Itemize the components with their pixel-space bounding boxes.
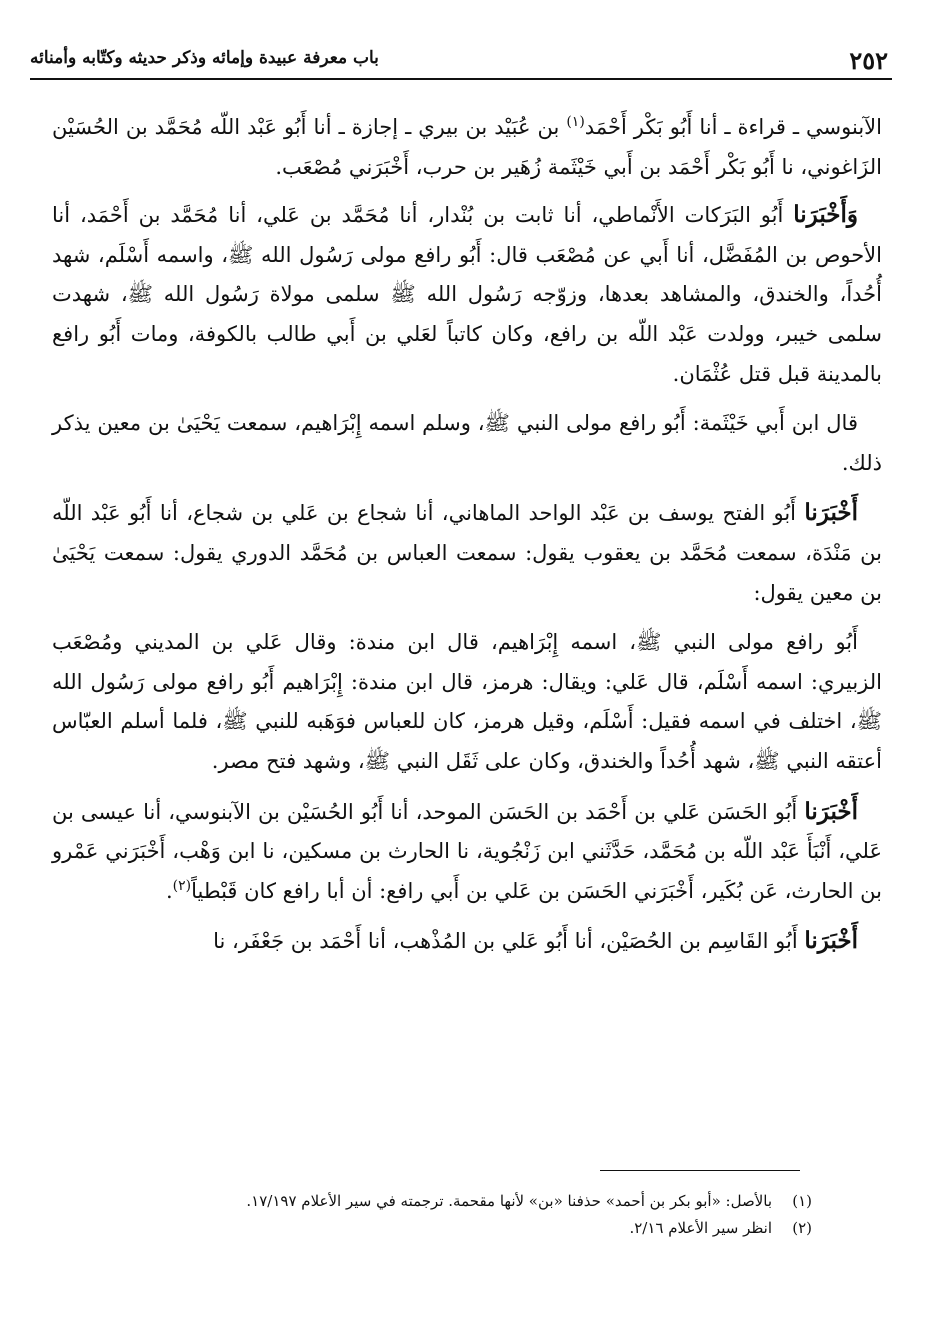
paragraph	[52, 792, 882, 912]
paragraph	[52, 921, 882, 962]
akhbarana-lead: وَأَخْبَرَنا	[793, 201, 858, 229]
footnote-text: بالأصل: «أبو بكر بن أحمد» حذفنا «بن» لأنها مقحمة. ترجمته في سير الأعلام ١٧/١٩٧.	[246, 1192, 772, 1210]
paragraph-text: أَبُو رافع مولى النبي ﷺ، اسمه إِبْرَاهيم، قال ابن مندة: وقال عَلي بن المديني ومُصْعَب الزبيري: اسمه أَسْلَم، قال عَلي: ويقال: هرمز، قال ابن مندة: إِبْرَاهيم أَبُو رافع مولى رَسُول الله ﷺ، اختلف في اسمه فقيل: أَسْلَم، وقيل هرمز، كان للعباس فوَهَبه للنبي ﷺ، فلما أسلم العبّاس أعتقه النبي ﷺ، شهد أُحُداً والخندق، وكان على ثَقَل النبي ﷺ، وشهد فتح مصر.	[52, 630, 882, 773]
paragraph-text: أَبُو الفتح يوسف بن عَبْد الواحد الماهاني، أنا شجاع بن عَلي بن شجاع، أنا أَبُو عَبْد اللّه بن مَنْدَة، سمعت مُحَمَّد بن يعقوب يقول: سمعت العباس بن مُحَمَّد الدوري يقول: سمعت يَحْيَىٰ بن معين يقول:	[52, 501, 882, 605]
paragraph-text: قال ابن أَبي خَيْثَمة: أَبُو رافع مولى النبي ﷺ، وسلم اسمه إِبْرَاهيم، سمعت يَحْيَىٰ بن معين يذكر ذلك.	[52, 411, 882, 475]
footnote-ref: (٢)	[172, 877, 192, 894]
paragraph	[52, 404, 882, 483]
footnote-number: (١)	[792, 1192, 812, 1210]
paragraph	[52, 195, 882, 394]
footnote-divider	[600, 1170, 800, 1171]
paragraph-text: أَبُو الحَسَن عَلي بن أَحْمَد بن الحَسَن الموحد، أنا أَبُو الحُسَيْن بن الآبنوسي، أنا عيسى بن عَلي، أَنْبَأَ عَبْد اللّه بن مُحَمَّد، حَدَّثَني ابن زَنْجُوية، نا الحارث بن مسكين، نا ابن وَهْب، أَخْبَرَني عَمْرو بن الحارث، عَن بُكَير، أَخْبَرَني الحَسَن بن عَلي بن أَبي رافع: أن أبا رافع كان قَبْطياً	[52, 799, 882, 903]
page-header	[30, 44, 892, 80]
footnote-ref: (١)	[566, 114, 585, 130]
footnote-text: انظر سير الأعلام ٢/١٦.	[629, 1219, 772, 1237]
paragraph-text: بن عُبَيْد بن بيري ـ إجازة ـ أنا أَبُو عَبْد اللّه مُحَمَّد بن الحُسَيْن الزَاغوني، نا أَبُو بَكْر أَحْمَد بن أَبي خَيْثَمة زُهَير بن حرب، أَخْبَرَني مُصْعَب.	[52, 115, 882, 179]
footnote	[60, 1188, 812, 1215]
akhbarana-lead: أَخْبَرَنا	[804, 797, 858, 825]
paragraph-text: .	[165, 878, 173, 903]
paragraph	[52, 108, 882, 187]
paragraph	[52, 623, 882, 781]
paragraph-text: أَبُو القَاسِم بن الحُصَيْن، أنا أَبُو عَلي بن المُذْهب، أنا أَحْمَد بن جَعْفَر، نا	[213, 929, 805, 954]
page-number: ٢٥٢	[849, 46, 888, 75]
running-title: باب معرفة عبيدة وإمائه وذكر حديثه وكتّابه وأمنائه	[30, 48, 379, 68]
footnotes	[60, 1188, 812, 1242]
paragraph-text: أَبُو البَرَكات الأَنْماطي، أنا ثابت بن بُنْدار، أنا مُحَمَّد بن عَلي، أنا مُحَمَّد بن أَحْمَد، أنا الأحوص بن المُفَضَّل، أنا أَبي عن مُصْعَب قال: أَبُو رافع مولى رَسُول الله ﷺ، واسمه أَسْلَم، شهد أُحُداً، والخندق، والمشاهد بعدها، وزوّجه رَسُول الله ﷺ سلمى مولاة رَسُول الله ﷺ، شهدت سلمى خيبر، وولدت عَبْد اللّه بن رافع، وكان كاتباً لعَلي بن أَبي طالب بالكوفة، ومات أَبُو رافع بالمدينة قبل قتل عُثْمَان.	[52, 203, 883, 386]
footnote	[60, 1215, 812, 1242]
paragraph-text: الآبنوسي ـ قراءة ـ أنا أَبُو بَكْر أَحْمَد	[584, 115, 882, 139]
footnote-number: (٢)	[792, 1219, 812, 1237]
paragraph	[52, 493, 882, 613]
akhbarana-lead: أَخْبَرَنا	[804, 927, 858, 955]
akhbarana-lead: أَخْبَرَنا	[804, 499, 858, 527]
main-text	[52, 108, 882, 972]
